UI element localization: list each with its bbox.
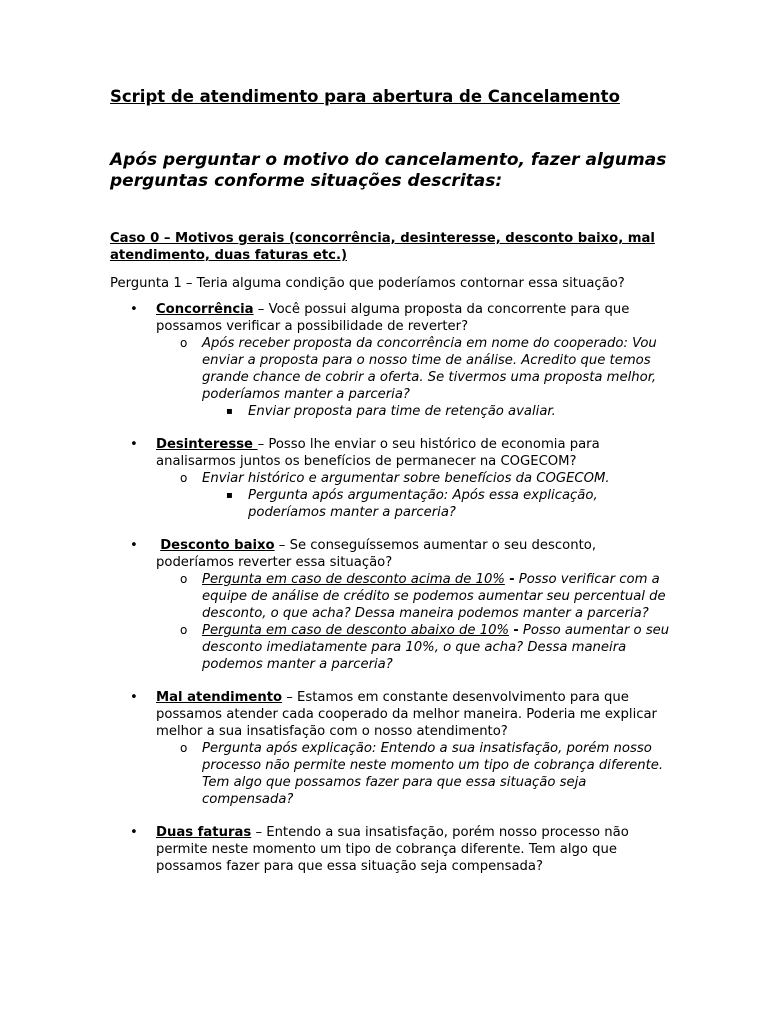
sub-sub-list <box>202 403 670 420</box>
list-item-mal-atendimento <box>110 689 670 808</box>
sub-item-condition: Pergunta em caso de desconto acima de 10% <box>202 572 505 587</box>
circle-bullet-icon: o <box>180 572 188 586</box>
item-label: Duas faturas <box>156 825 252 840</box>
list-item-concorrencia <box>110 301 670 420</box>
sub-item-text: Posso verificar com a equipe de análise de crédito se podemos aumentar seu percentual de desconto, o que acha? Dessa maneira podemos manter a parceria? <box>202 572 666 621</box>
bullet-icon: • <box>130 538 138 553</box>
sub-item-text: Enviar histórico e argumentar sobre benefícios da COGECOM. <box>202 471 610 486</box>
document-page <box>110 86 670 875</box>
document-title: Script de atendimento para abertura de Cancelamento <box>110 87 620 106</box>
circle-bullet-icon: o <box>180 471 188 485</box>
sub-item-text: Após receber proposta da concorrência em nome do cooperado: Vou enviar a proposta para o nosso time de análise. Acredito que temos grande chance de cobrir a oferta. Se tivermos uma proposta melhor, poderíamos manter a parceria? <box>202 336 657 402</box>
sub-sub-item-text: Enviar proposta para time de retenção avaliar. <box>248 404 556 419</box>
question-1: Pergunta 1 – Teria alguma condição que poderíamos contornar essa situação? <box>110 276 625 291</box>
list-item-duas-faturas <box>110 824 670 875</box>
sub-item-text: Pergunta após explicação: Entendo a sua insatisfação, porém nosso processo não permite neste momento um tipo de cobrança diferente. Tem algo que possamos fazer para que essa situação seja compensada? <box>202 741 664 807</box>
document-subtitle: Após perguntar o motivo do cancelamento, fazer algumas perguntas conforme situações descritas: <box>110 150 667 191</box>
sub-item <box>156 571 670 622</box>
sub-item <box>156 335 670 420</box>
bullet-icon: • <box>130 690 138 705</box>
case-heading: Caso 0 – Motivos gerais (concorrência, desinteresse, desconto baixo, mal atendimento, duas faturas etc.) <box>110 231 655 263</box>
list-item-desconto-baixo <box>110 537 670 673</box>
item-text: – Estamos em constante desenvolvimento para que possamos atender cada cooperado da melhor maneira. Poderia me explicar melhor a sua insatisfação com o nosso atendimento? <box>156 690 657 739</box>
sub-item <box>156 740 670 808</box>
list-item-desinteresse <box>110 436 670 521</box>
sub-list <box>156 571 670 673</box>
sub-list <box>156 335 670 420</box>
sub-list <box>156 740 670 808</box>
bullet-icon: • <box>130 302 138 317</box>
sub-list <box>156 470 670 521</box>
circle-bullet-icon: o <box>180 741 188 755</box>
sub-item-text: Posso aumentar o seu desconto imediatamente para 10%, o que acha? Dessa maneira podemos manter a parceria? <box>202 623 670 672</box>
square-bullet-icon: ▪ <box>226 490 233 501</box>
item-label: Concorrência <box>156 302 254 317</box>
bullet-icon: • <box>130 437 138 452</box>
circle-bullet-icon: o <box>180 336 188 350</box>
sub-sub-item <box>202 487 670 521</box>
circle-bullet-icon: o <box>180 623 188 637</box>
sub-sub-list <box>202 487 670 521</box>
sub-sub-item <box>202 403 670 420</box>
item-text: – Entendo a sua insatisfação, porém nosso processo não permite neste momento um tipo de cobrança diferente. Tem algo que possamos fazer para que essa situação seja compensada? <box>156 825 629 874</box>
item-text: – Você possui alguma proposta da concorrente para que possamos verificar a possibilidade de reverter? <box>156 302 630 334</box>
bullet-icon: • <box>130 825 138 840</box>
item-text: – Posso lhe enviar o seu histórico de economia para analisarmos juntos os benefícios de permanecer na COGECOM? <box>156 437 600 469</box>
separator: - <box>513 623 519 638</box>
reasons-list <box>110 301 670 875</box>
item-text: – Se conseguíssemos aumentar o seu desconto, poderíamos reverter essa situação? <box>156 538 597 570</box>
item-label: Desconto baixo <box>160 538 275 553</box>
sub-item <box>156 470 670 521</box>
sub-sub-item-text: Pergunta após argumentação: Após essa explicação, poderíamos manter a parceria? <box>248 488 598 520</box>
separator: - <box>509 572 515 587</box>
sub-item <box>156 622 670 673</box>
sub-item-condition: Pergunta em caso de desconto abaixo de 10% <box>202 623 510 638</box>
item-label: Mal atendimento <box>156 690 283 705</box>
item-label: Desinteresse <box>156 437 258 452</box>
square-bullet-icon: ▪ <box>226 406 233 417</box>
